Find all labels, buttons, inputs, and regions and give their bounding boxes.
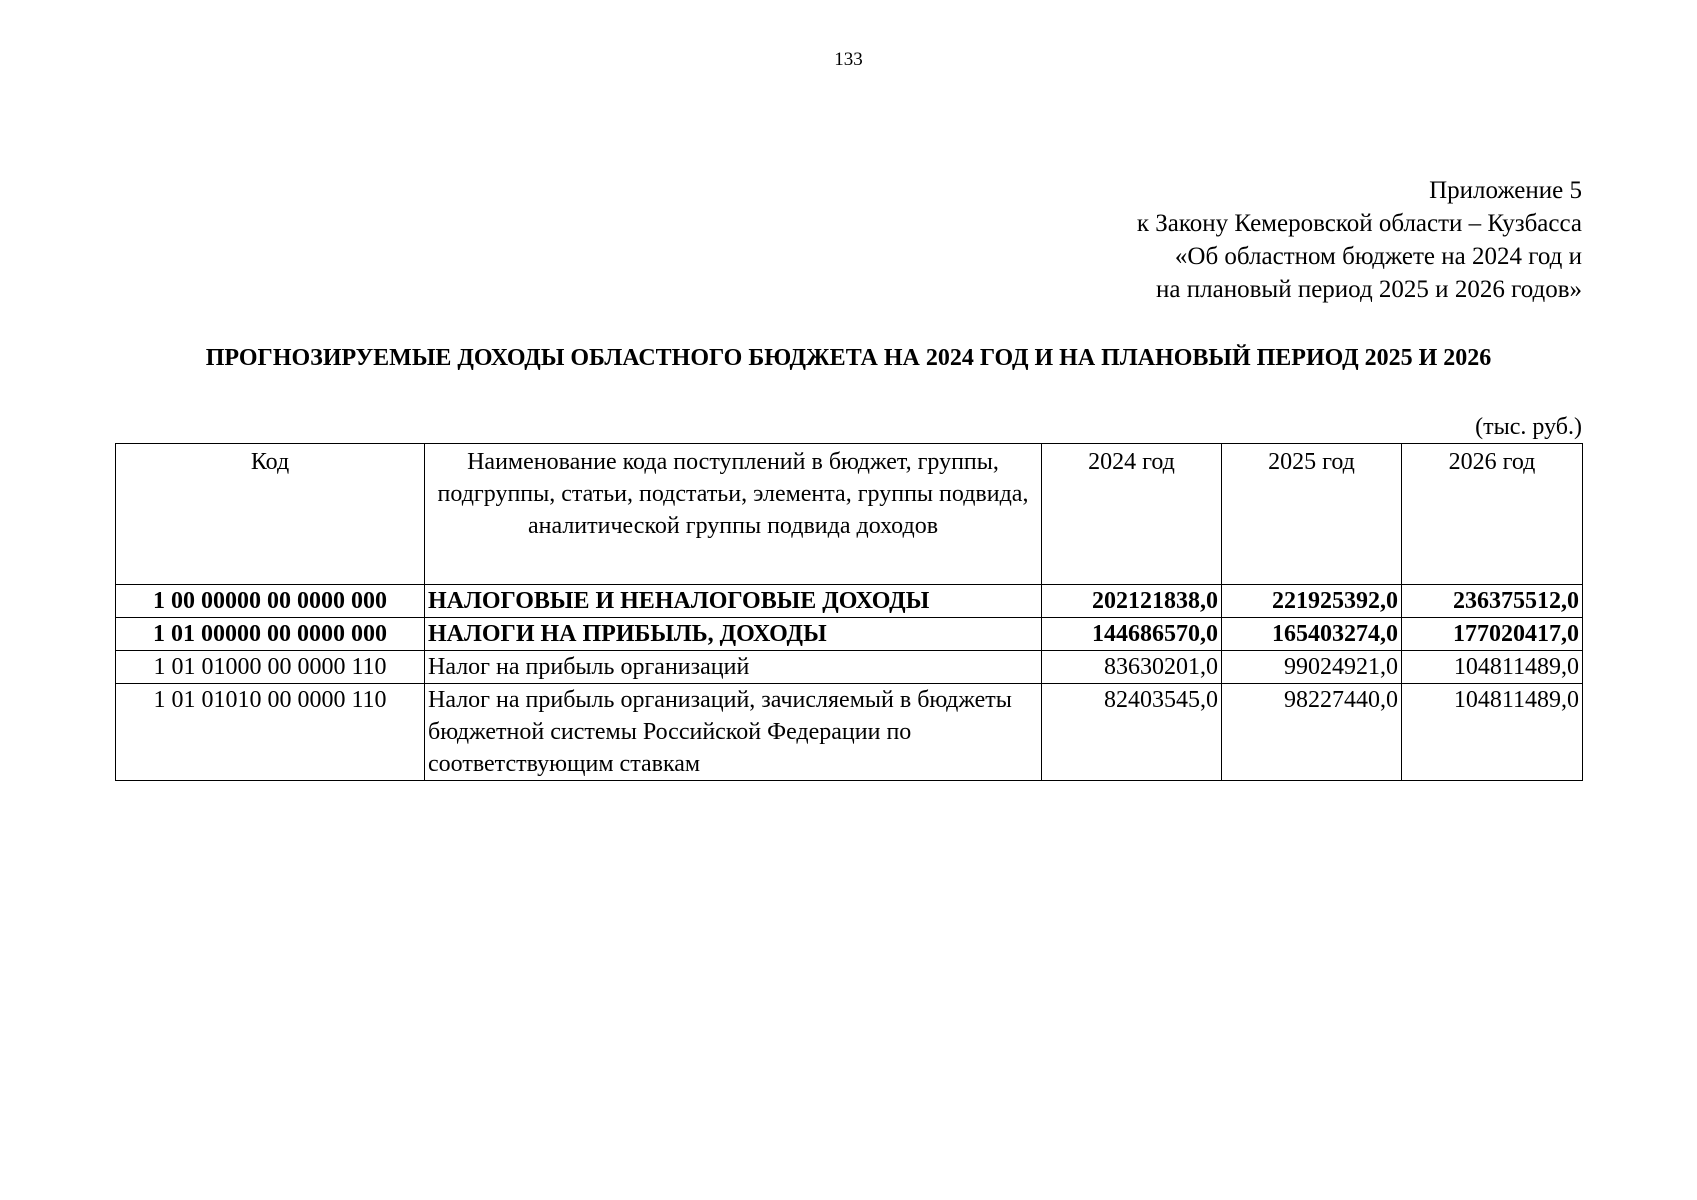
row-value-2026: 104811489,0 xyxy=(1402,684,1583,781)
row-value-2025: 98227440,0 xyxy=(1222,684,1402,781)
table-row xyxy=(116,585,1583,618)
page-number: 133 xyxy=(834,49,863,70)
row-code: 1 01 01010 00 0000 110 xyxy=(116,684,425,781)
row-value-2025: 99024921,0 xyxy=(1222,651,1402,684)
table-header-row xyxy=(116,444,1583,585)
row-value-2026: 104811489,0 xyxy=(1402,651,1583,684)
row-name: НАЛОГИ НА ПРИБЫЛЬ, ДОХОДЫ xyxy=(425,618,1042,651)
table-row xyxy=(116,684,1583,781)
row-value-2024: 202121838,0 xyxy=(1042,585,1222,618)
row-value-2026: 236375512,0 xyxy=(1402,585,1583,618)
appendix-line-4: на плановый период 2025 и 2026 годов» xyxy=(1156,276,1582,303)
row-name: НАЛОГОВЫЕ И НЕНАЛОГОВЫЕ ДОХОДЫ xyxy=(425,585,1042,618)
row-code: 1 00 00000 00 0000 000 xyxy=(116,585,425,618)
row-value-2025: 221925392,0 xyxy=(1222,585,1402,618)
header-2026: 2026 год xyxy=(1402,444,1583,585)
row-code: 1 01 00000 00 0000 000 xyxy=(116,618,425,651)
header-2025: 2025 год xyxy=(1222,444,1402,585)
row-value-2024: 82403545,0 xyxy=(1042,684,1222,781)
appendix-line-1: Приложение 5 xyxy=(1429,177,1582,204)
header-2024: 2024 год xyxy=(1042,444,1222,585)
document-title: ПРОГНОЗИРУЕМЫЕ ДОХОДЫ ОБЛАСТНОГО БЮДЖЕТА НА 2024 ГОД И НА ПЛАНОВЫЙ ПЕРИОД 2025 И 2026 xyxy=(205,345,1492,371)
units-label: (тыс. руб.) xyxy=(1475,414,1582,440)
row-value-2024: 83630201,0 xyxy=(1042,651,1222,684)
row-value-2025: 165403274,0 xyxy=(1222,618,1402,651)
income-table xyxy=(115,443,1583,781)
header-code: Код xyxy=(116,444,425,585)
row-value-2026: 177020417,0 xyxy=(1402,618,1583,651)
appendix-line-3: «Об областном бюджете на 2024 год и xyxy=(1174,243,1582,270)
appendix-line-2: к Закону Кемеровской области – Кузбасса xyxy=(1136,210,1582,237)
row-name: Налог на прибыль организаций, зачисляемый в бюджеты бюджетной системы Российской Федерации по соответствующим ставкам xyxy=(425,684,1042,781)
table-row xyxy=(116,618,1583,651)
appendix-reference xyxy=(1137,174,1582,306)
row-code: 1 01 01000 00 0000 110 xyxy=(116,651,425,684)
row-value-2024: 144686570,0 xyxy=(1042,618,1222,651)
row-name: Налог на прибыль организаций xyxy=(425,651,1042,684)
table-row xyxy=(116,651,1583,684)
header-name: Наименование кода поступлений в бюджет, группы, подгруппы, статьи, подстатьи, элемента, группы подвида, аналитической группы подвида доходов xyxy=(425,444,1042,585)
